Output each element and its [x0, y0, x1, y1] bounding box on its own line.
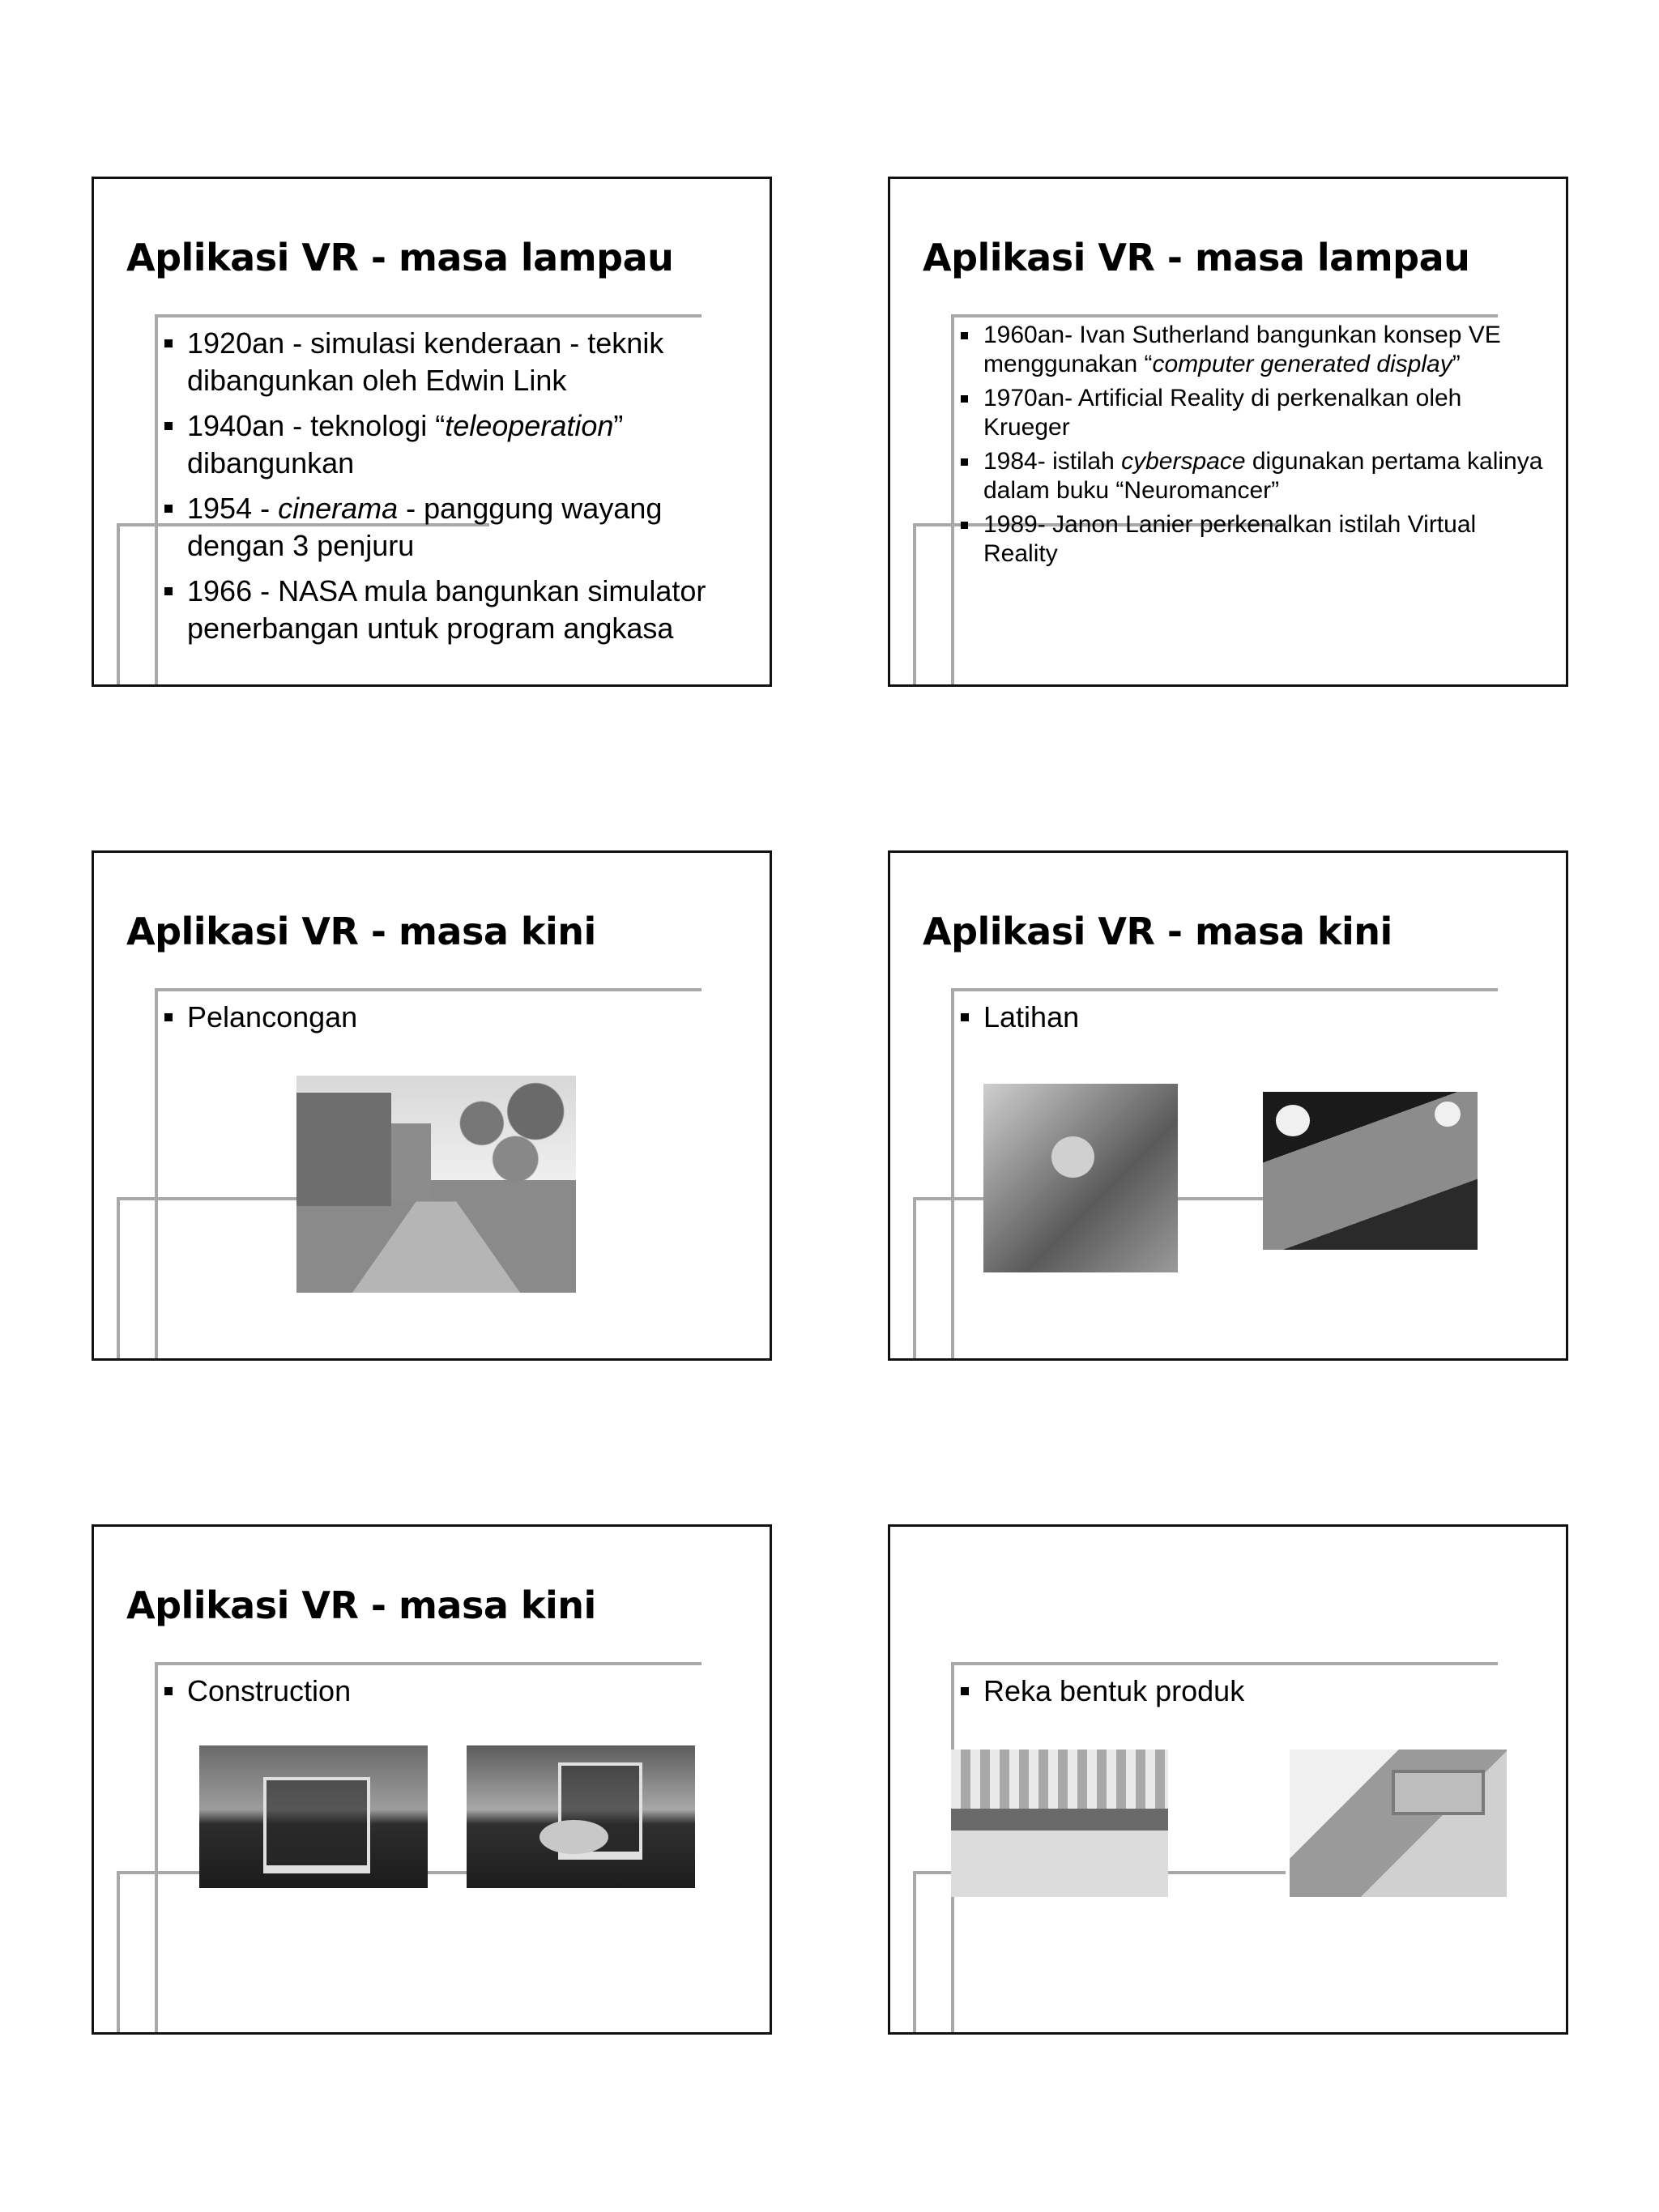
street-scene-image — [296, 1076, 576, 1293]
bullet-square-icon — [164, 1687, 173, 1695]
bullet-text: 1960an- Ivan Sutherland bangunkan konsep VE menggunakan “ — [983, 322, 1501, 377]
bullet-text: Latihan — [983, 1000, 1080, 1034]
training-scene-image — [983, 1084, 1178, 1272]
bullet-text: computer generated display — [1152, 351, 1452, 377]
decorative-line — [155, 988, 158, 1361]
bullet-text: cinerama — [278, 492, 399, 525]
bullet-text: digunakan pertama kalinya dalam buku “Neuromancer” — [983, 448, 1543, 504]
bullet-text: Pelancongan — [187, 1000, 358, 1034]
bullet-text: 1970an- Artificial Reality di perkenalkan oleh Krueger — [983, 385, 1462, 441]
decorative-line — [155, 314, 702, 318]
slide-title: Aplikasi VR - masa kini — [126, 910, 596, 953]
bullet-square-icon — [961, 332, 968, 339]
bullet-square-icon — [961, 458, 968, 466]
bullet-text: 1954 - — [187, 492, 279, 525]
decorative-line — [913, 1197, 916, 1361]
slide-title: Aplikasi VR - masa lampau — [923, 236, 1470, 279]
slide-4 — [888, 850, 1568, 1361]
bullet-item — [959, 1673, 1542, 1710]
training-scene-image — [1263, 1092, 1478, 1250]
bullet-item — [163, 573, 746, 647]
decorative-line — [913, 1871, 916, 2035]
bullet-list — [959, 321, 1550, 573]
bullet-item — [959, 447, 1550, 505]
decorative-line — [155, 988, 702, 991]
decorative-line — [951, 314, 954, 687]
decorative-line — [951, 1662, 1498, 1665]
bullet-square-icon — [164, 422, 173, 430]
bullet-item — [163, 490, 746, 565]
bullet-item — [163, 999, 746, 1036]
bullet-item — [959, 999, 1542, 1036]
bullet-list — [959, 1673, 1542, 1718]
bullet-item — [163, 1673, 746, 1710]
bullet-square-icon — [961, 395, 968, 403]
decorative-line — [117, 523, 120, 687]
bullet-text: Reka bentuk produk — [983, 1674, 1245, 1707]
oil-rig-image — [199, 1745, 428, 1888]
slide-1 — [92, 177, 772, 687]
slide-title: Aplikasi VR - masa lampau — [126, 236, 674, 279]
bullet-text: - panggung wayang dengan 3 penjuru — [187, 492, 663, 562]
bullet-text: 1940an - teknologi “ — [187, 409, 446, 442]
train-interior-image — [1290, 1750, 1507, 1897]
train-interior-image — [951, 1750, 1168, 1897]
bullet-list — [163, 1673, 746, 1718]
bullet-item — [163, 325, 746, 399]
bullet-text: ” dibangunkan — [187, 409, 624, 479]
bullet-list — [163, 999, 746, 1044]
bullet-text: 1984- istilah — [983, 448, 1122, 475]
decorative-line — [155, 314, 158, 687]
bullet-text: 1920an - simulasi kenderaan - teknik dibangunkan oleh Edwin Link — [187, 326, 664, 397]
bullet-text: cyberspace — [1121, 448, 1246, 475]
bullet-square-icon — [961, 1687, 969, 1695]
bullet-text: Construction — [187, 1674, 352, 1707]
slide-2 — [888, 177, 1568, 687]
bullet-square-icon — [164, 587, 173, 595]
bullet-list — [163, 325, 746, 655]
decorative-line — [155, 1662, 158, 2035]
bullet-square-icon — [164, 339, 173, 347]
bullet-list — [959, 999, 1542, 1044]
bullet-item — [959, 510, 1550, 569]
decorative-line — [155, 1662, 702, 1665]
slide-6 — [888, 1524, 1568, 2035]
slide-title: Aplikasi VR - masa kini — [923, 910, 1392, 953]
bullet-item — [959, 384, 1550, 442]
slide-title: Aplikasi VR - masa kini — [126, 1583, 596, 1627]
decorative-line — [951, 314, 1498, 318]
bullet-square-icon — [164, 1013, 173, 1021]
decorative-line — [951, 988, 1498, 991]
bullet-item — [959, 321, 1550, 379]
slide-5 — [92, 1524, 772, 2035]
bullet-text: 1966 - NASA mula bangunkan simulator penerbangan untuk program angkasa — [187, 574, 706, 645]
slide-3 — [92, 850, 772, 1361]
bullet-text: 1989- Janon Lanier perkenalkan istilah Virtual Reality — [983, 511, 1477, 567]
bullet-text: ” — [1452, 351, 1461, 377]
decorative-line — [913, 523, 916, 687]
bullet-square-icon — [164, 505, 173, 513]
decorative-line — [951, 988, 954, 1361]
bullet-item — [163, 407, 746, 482]
bullet-square-icon — [961, 1013, 969, 1021]
bullet-text: teleoperation — [445, 409, 614, 442]
decorative-line — [117, 1871, 120, 2035]
decorative-line — [117, 1197, 120, 1361]
oil-rig-image — [467, 1745, 695, 1888]
bullet-square-icon — [961, 522, 968, 529]
